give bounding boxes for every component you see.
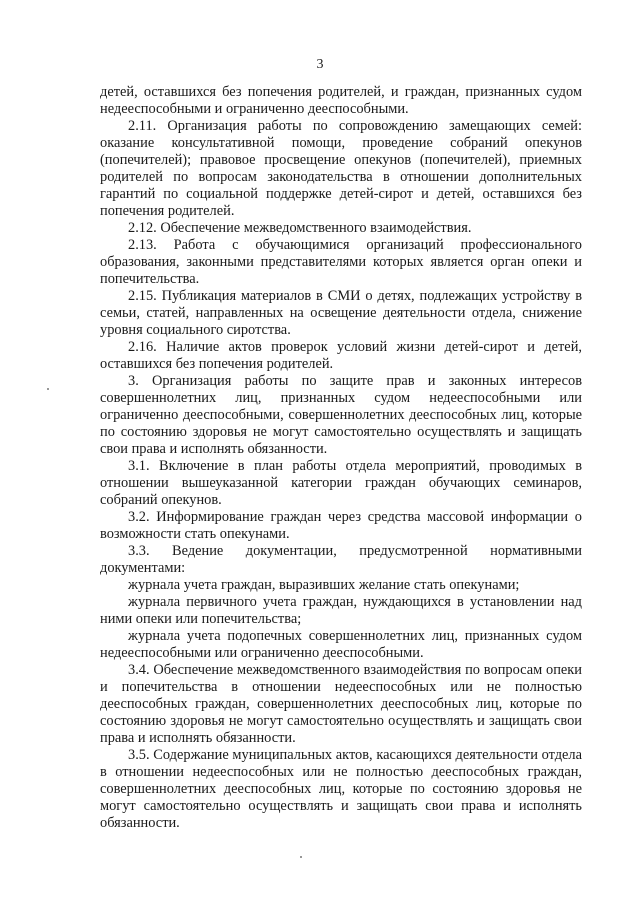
paragraph: 3.1. Включение в план работы отдела мероприятий, проводимых в отношении вышеуказанной категории граждан обучающих семинаров, собраний опекунов. [100, 458, 582, 508]
paragraph: детей, оставшихся без попечения родителей, и граждан, признанных судом недееспособными и ограниченно дееспособными. [100, 84, 582, 117]
scan-speck [300, 856, 302, 858]
paragraph: журнала первичного учета граждан, нуждающихся в установлении над ними опеки или попечительства; [100, 594, 582, 627]
page-number: 3 [316, 57, 324, 72]
paragraph: журнала учета граждан, выразивших желание стать опекунами; [128, 577, 520, 593]
paragraph: 3.3. Ведение документации, предусмотренной нормативными документами: [100, 543, 582, 576]
paragraph: 3.2. Информирование граждан через средства массовой информации о возможности стать опекунами. [100, 509, 582, 542]
document-body [100, 84, 582, 832]
paragraph: 2.12. Обеспечение межведомственного взаимодействия. [128, 220, 472, 236]
paragraph: 2.16. Наличие актов проверок условий жизни детей-сирот и детей, оставшихся без попечения родителей. [100, 339, 582, 372]
paragraph: 2.13. Работа с обучающимися организаций профессионального образования, законными представителями которых является орган опеки и попечительства. [100, 237, 582, 287]
paragraph: 3. Организация работы по защите прав и законных интересов совершеннолетних лиц, признанных судом недееспособными или ограниченно дееспособными, совершеннолетних дееспособных лиц, которые по состоянию здоровья не могут самостоятельно осуществлять и защищать свои права и исполнять обязанности. [100, 373, 582, 457]
scan-speck [47, 388, 49, 390]
paragraph: 2.15. Публикация материалов в СМИ о детях, подлежащих устройству в семьи, статей, направленных на освещение деятельности отдела, снижение уровня социального сиротства. [100, 288, 582, 338]
paragraph: 3.4. Обеспечение межведомственного взаимодействия по вопросам опеки и попечительства в отношении недееспособных или не полностью дееспособных граждан, совершеннолетних дееспособных лиц, которые по состоянию здоровья не могут самостоятельно осуществлять и защищать свои права и исполнять обязанности. [100, 662, 582, 746]
paragraph: журнала учета подопечных совершеннолетних лиц, признанных судом недееспособными или ограниченно дееспособными. [100, 628, 582, 661]
paragraph: 3.5. Содержание муниципальных актов, касающихся деятельности отдела в отношении недееспособных или не полностью дееспособных граждан, совершеннолетних дееспособных лиц, которые по состоянию здоровья не могут самостоятельно осуществлять и защищать свои права и исполнять обязанности. [100, 747, 582, 831]
paragraph: 2.11. Организация работы по сопровождению замещающих семей: оказание консультативной помощи, проведение собраний опекунов (попечителей); правовое просвещение опекунов (попечителей), приемных родителей по вопросам законодательства в отношении дополнительных гарантий по социальной поддержке детей-сирот и детей, оставшихся без попечения родителей. [100, 118, 582, 219]
